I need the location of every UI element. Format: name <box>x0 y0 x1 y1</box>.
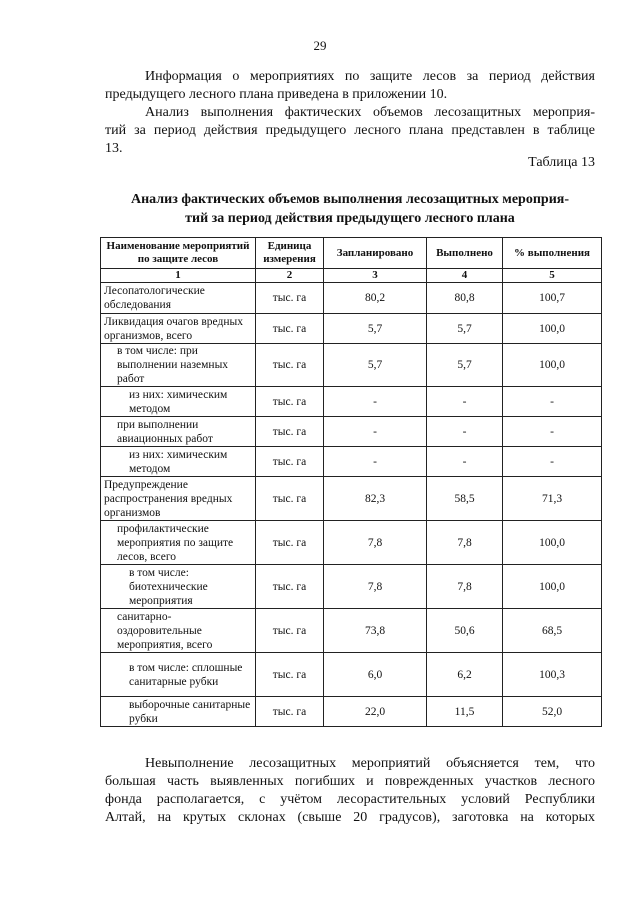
intro-paragraph-1 <box>105 68 595 104</box>
text-line: 13. <box>105 141 123 156</box>
row-name: Ликвидация очагов вредных организмов, всего <box>101 314 256 344</box>
row-unit: тыс. га <box>256 477 324 521</box>
header-unit: Единица измерения <box>256 238 324 269</box>
table-row <box>101 477 602 521</box>
row-done: 58,5 <box>427 477 503 521</box>
table-title-line: тий за период действия предыдущего лесного плана <box>185 211 515 226</box>
row-name: из них: химическим методом <box>101 387 256 417</box>
table-row <box>101 609 602 653</box>
row-unit: тыс. га <box>256 653 324 697</box>
row-name: санитарно-оздоровительные мероприятия, всего <box>101 609 256 653</box>
text-line: фонда располагается, с учётом лесорастительных условий Республики <box>105 792 595 807</box>
row-done: - <box>427 387 503 417</box>
text-line: большая часть выявленных погибших и поврежденных участков лесного <box>105 774 595 789</box>
column-number: 2 <box>256 269 324 283</box>
row-percent: 100,0 <box>503 344 602 387</box>
row-planned: 7,8 <box>324 565 427 609</box>
row-done: 7,8 <box>427 565 503 609</box>
text-line: Алтай, на крутых склонах (свыше 20 градусов), заготовка на которых <box>105 810 595 825</box>
column-number: 1 <box>101 269 256 283</box>
row-name: профилактические мероприятия по защите лесов, всего <box>101 521 256 565</box>
table-row <box>101 565 602 609</box>
row-done: 7,8 <box>427 521 503 565</box>
row-planned: 6,0 <box>324 653 427 697</box>
row-percent: 71,3 <box>503 477 602 521</box>
table-row <box>101 447 602 477</box>
row-done: 5,7 <box>427 344 503 387</box>
row-planned: 73,8 <box>324 609 427 653</box>
table-label: Таблица 13 <box>528 155 595 170</box>
header-name: Наименование мероприятий по защите лесов <box>101 238 256 269</box>
row-unit: тыс. га <box>256 283 324 314</box>
row-planned: 5,7 <box>324 314 427 344</box>
row-unit: тыс. га <box>256 609 324 653</box>
table-row <box>101 387 602 417</box>
row-percent: 100,0 <box>503 314 602 344</box>
row-planned: 5,7 <box>324 344 427 387</box>
row-percent: 68,5 <box>503 609 602 653</box>
row-unit: тыс. га <box>256 344 324 387</box>
row-planned: - <box>324 387 427 417</box>
row-name: Предупреждение распространения вредных организмов <box>101 477 256 521</box>
text-line: Информация о мероприятиях по защите лесов за период действия <box>145 69 595 84</box>
table-row <box>101 344 602 387</box>
table-title-line: Анализ фактических объемов выполнения лесозащитных мероприя- <box>130 192 569 207</box>
row-unit: тыс. га <box>256 447 324 477</box>
row-unit: тыс. га <box>256 697 324 727</box>
column-number: 5 <box>503 269 602 283</box>
row-planned: 82,3 <box>324 477 427 521</box>
row-planned: - <box>324 417 427 447</box>
page-number: 29 <box>313 38 327 53</box>
row-done: 50,6 <box>427 609 503 653</box>
text-line: Невыполнение лесозащитных мероприятий объясняется тем, что <box>145 756 595 771</box>
row-done: 11,5 <box>427 697 503 727</box>
row-percent: 100,0 <box>503 521 602 565</box>
table-header-row <box>101 238 602 269</box>
table-row <box>101 521 602 565</box>
header-done: Выполнено <box>427 238 503 269</box>
row-done: - <box>427 447 503 477</box>
row-unit: тыс. га <box>256 314 324 344</box>
row-planned: 80,2 <box>324 283 427 314</box>
row-planned: 7,8 <box>324 521 427 565</box>
row-percent: - <box>503 387 602 417</box>
row-done: 6,2 <box>427 653 503 697</box>
column-number: 4 <box>427 269 503 283</box>
row-name: из них: химическим методом <box>101 447 256 477</box>
row-percent: - <box>503 447 602 477</box>
header-planned: Запланировано <box>324 238 427 269</box>
row-unit: тыс. га <box>256 417 324 447</box>
row-percent: - <box>503 417 602 447</box>
text-line: Анализ выполнения фактических объемов лесозащитных мероприя- <box>145 105 595 120</box>
conclusion-paragraph <box>105 755 595 827</box>
row-unit: тыс. га <box>256 387 324 417</box>
row-planned: 22,0 <box>324 697 427 727</box>
row-done: - <box>427 417 503 447</box>
row-percent: 100,0 <box>503 565 602 609</box>
row-name: выборочные санитарные рубки <box>101 697 256 727</box>
text-line: предыдущего лесного плана приведена в приложении 10. <box>105 87 448 102</box>
measures-table <box>100 237 602 727</box>
row-done: 80,8 <box>427 283 503 314</box>
row-name: при выполнении авиационных работ <box>101 417 256 447</box>
row-unit: тыс. га <box>256 521 324 565</box>
row-percent: 52,0 <box>503 697 602 727</box>
row-percent: 100,7 <box>503 283 602 314</box>
text-line: тий за период действия предыдущего лесного плана представлен в таблице <box>105 123 595 138</box>
column-number-row <box>101 269 602 283</box>
table-row <box>101 314 602 344</box>
row-percent: 100,3 <box>503 653 602 697</box>
row-name: в том числе: биотехнические мероприятия <box>101 565 256 609</box>
header-percent: % выполнения <box>503 238 602 269</box>
table-row <box>101 653 602 697</box>
row-planned: - <box>324 447 427 477</box>
intro-paragraph-2 <box>105 104 595 158</box>
table-row <box>101 283 602 314</box>
row-done: 5,7 <box>427 314 503 344</box>
row-name: в том числе: сплошные санитарные рубки <box>101 653 256 697</box>
table-row <box>101 417 602 447</box>
table-title <box>100 190 600 228</box>
row-unit: тыс. га <box>256 565 324 609</box>
row-name: Лесопатологические обследования <box>101 283 256 314</box>
column-number: 3 <box>324 269 427 283</box>
row-name: в том числе: при выполнении наземных работ <box>101 344 256 387</box>
table-row <box>101 697 602 727</box>
